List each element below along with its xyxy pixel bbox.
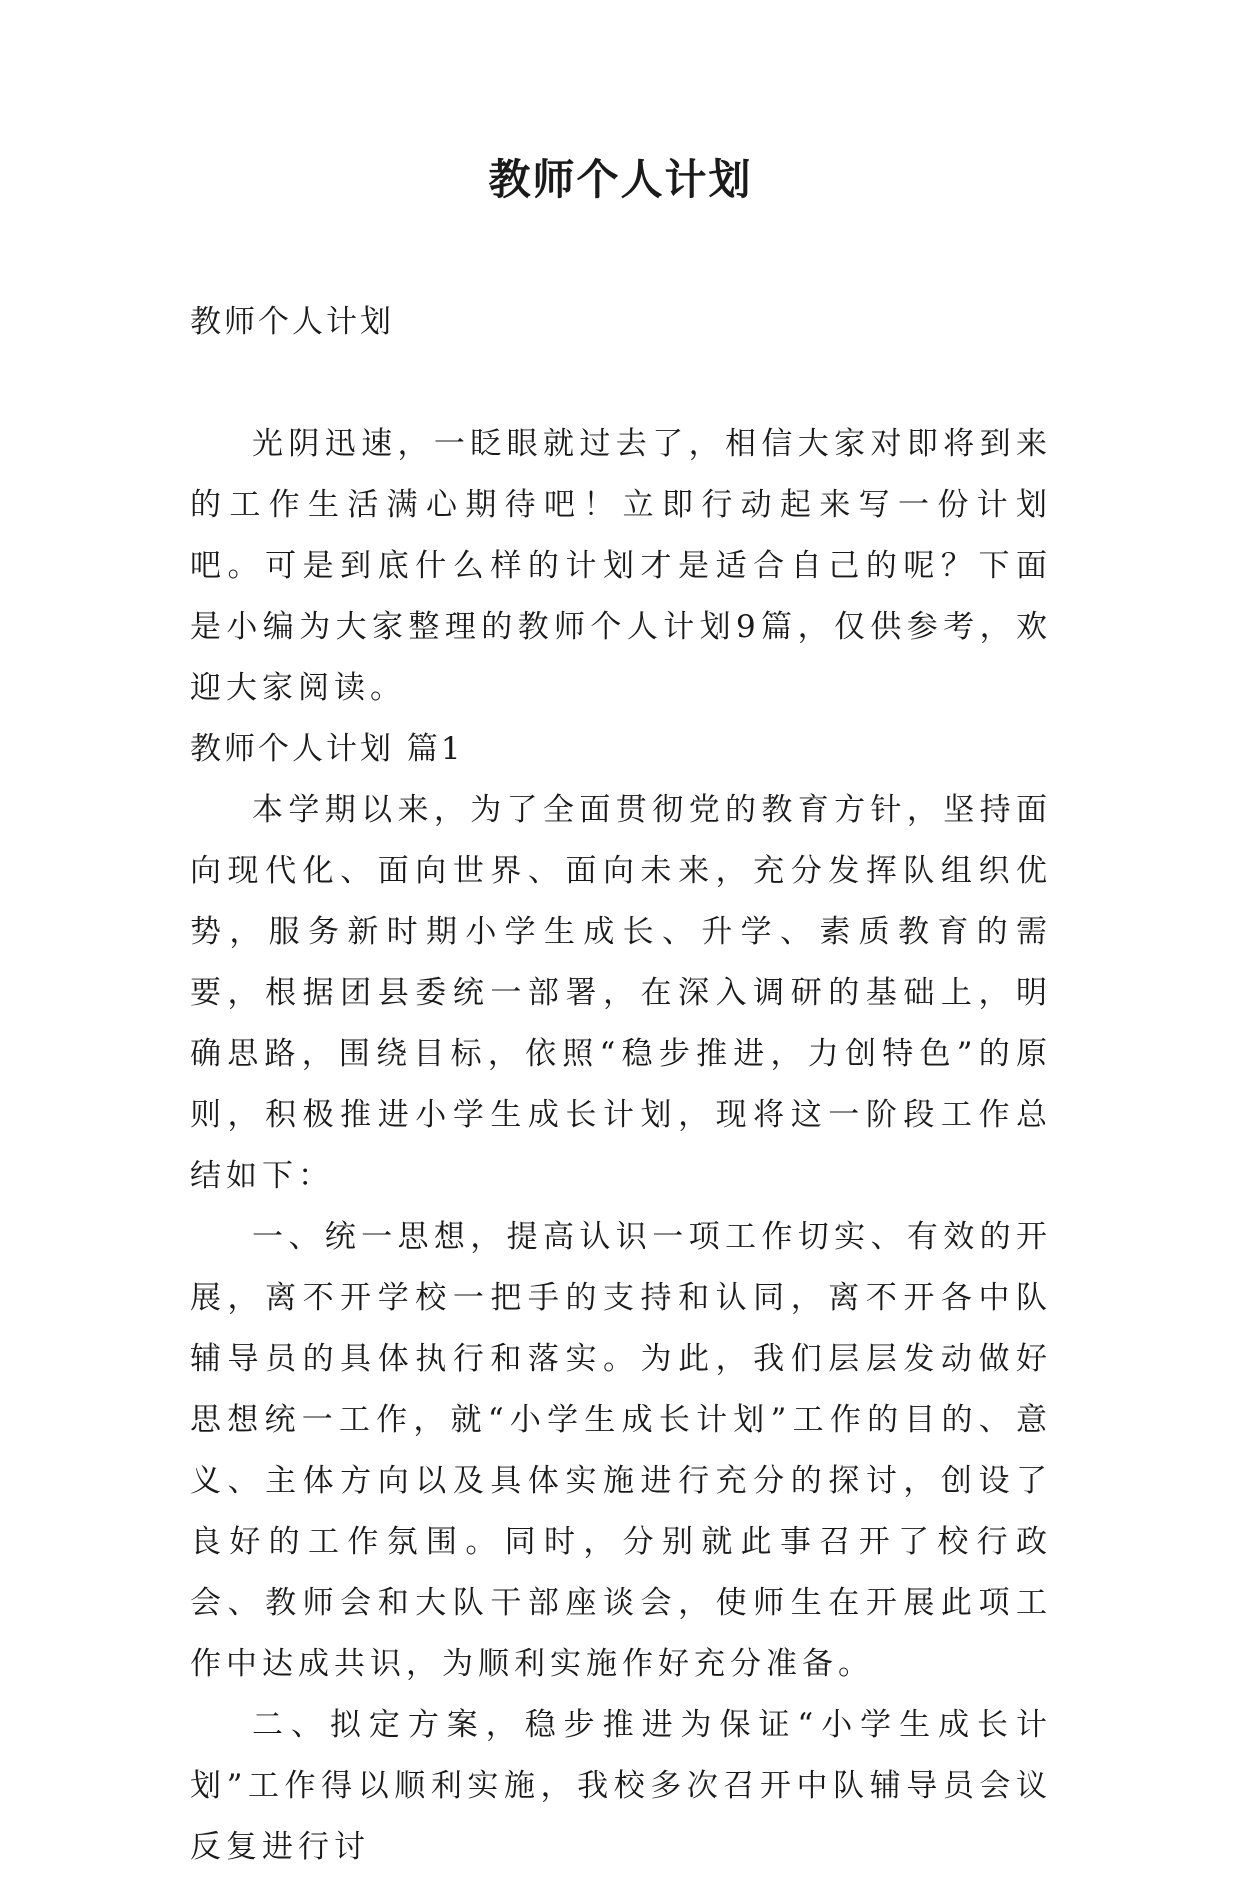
body-paragraph-1: 本学期以来，为了全面贯彻党的教育方针，坚持面向现代化、面向世界、面向未来，充分发挥队组织优势，服务新时期小学生成长、升学、素质教育的需要，根据团县委统一部署，在深入调研的基础上，明确思路，围绕目标，依照“稳步推进，力创特色”的原则，积极推进小学生成长计划，现将这一阶段工作总结如下： (190, 792, 1052, 1194)
body-paragraph-3: 二、拟定方案，稳步推进为保证“小学生成长计划”工作得以顺利实施，我校多次召开中队辅导员会议反复进行讨 (190, 1707, 1052, 1865)
section-heading: 教师个人计划 篇1 (190, 731, 464, 767)
intro-paragraph: 光阴迅速，一眨眼就过去了，相信大家对即将到来的工作生活满心期待吧！立即行动起来写一份计划吧。可是到底什么样的计划才是适合自己的呢？下面是小编为大家整理的教师个人计划9篇，仅供参考，欢迎大家阅读。 (190, 426, 1052, 706)
document-subtitle: 教师个人计划 (190, 304, 394, 340)
body-paragraph-2: 一、统一思想，提高认识一项工作切实、有效的开展，离不开学校一把手的支持和认同，离不开各中队辅导员的具体执行和落实。为此，我们层层发动做好思想统一工作，就“小学生成长计划”工作的目的、意义、主体方向以及具体实施进行充分的探讨，创设了良好的工作氛围。同时，分别就此事召开了校行政会、教师会和大队干部座谈会，使师生在开展此项工作中达成共识，为顺利实施作好充分准备。 (190, 1219, 1052, 1682)
document-body (190, 292, 1052, 1878)
document-title: 教师个人计划 (488, 155, 753, 204)
